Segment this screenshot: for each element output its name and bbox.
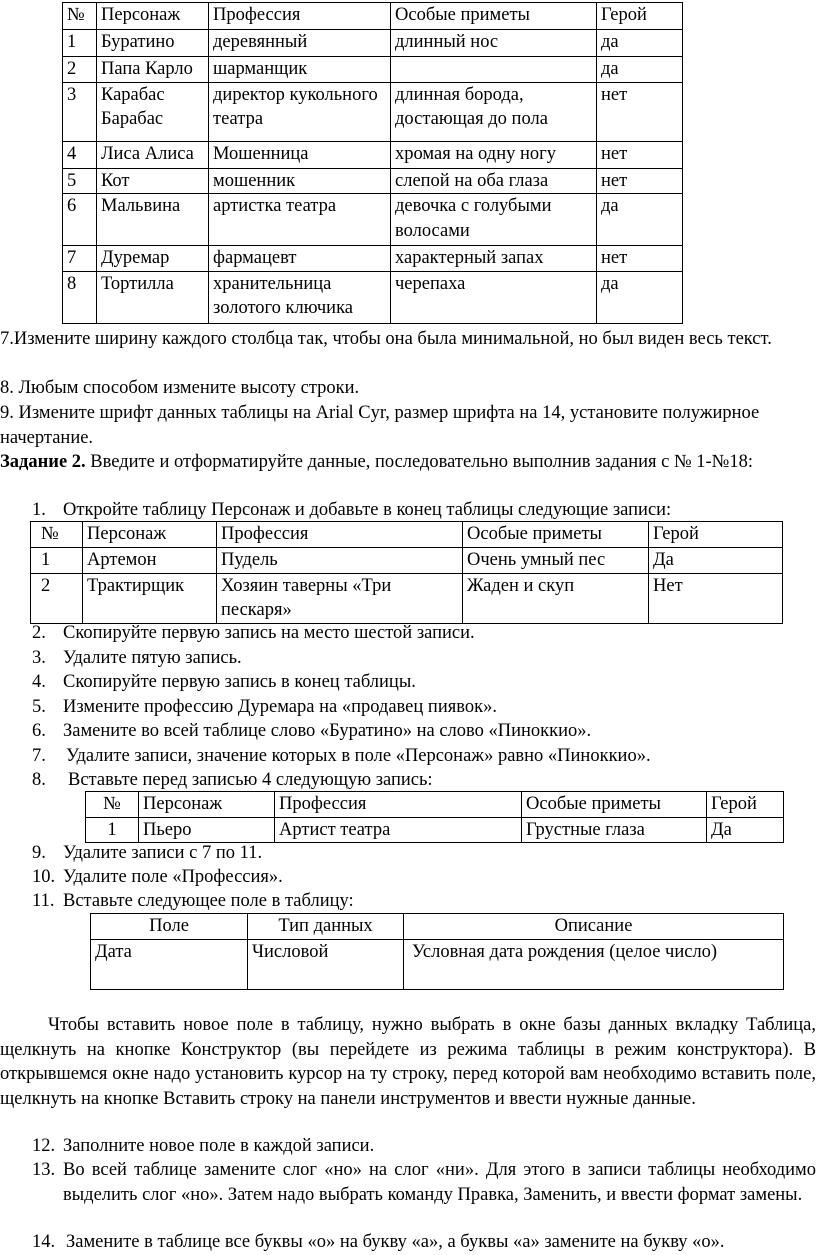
cell: Карабас Барабас — [97, 82, 209, 141]
cell: 4 — [63, 141, 97, 168]
cell: Нет — [649, 573, 783, 623]
table-row — [63, 194, 683, 246]
cell: 5 — [63, 168, 97, 194]
table-row — [63, 82, 683, 141]
task2-text: Введите и отформатируйте данные, последовательно выполнив задания с № 1-№18: — [85, 452, 753, 472]
header-cell: Герой — [649, 522, 783, 548]
step-text: Вставьте перед записью 4 следующую запись: — [68, 770, 433, 790]
cell: 2 — [63, 57, 97, 83]
cell: хранительница золотого ключика — [209, 271, 391, 323]
task-text: 7.Измените ширину каждого столбца так, чтобы она была минимальной, но был виден весь текст. — [0, 329, 772, 349]
cell: мошенник — [209, 168, 391, 194]
cell: Пудель — [217, 548, 463, 574]
cell: Числовой — [248, 939, 404, 989]
cell: да — [597, 271, 683, 323]
cell: 7 — [63, 246, 97, 272]
header-cell: Особые приметы — [522, 792, 707, 818]
task-text: 8. Любым способом измените высоту строки. — [0, 378, 360, 398]
step-number: 7. — [32, 746, 46, 766]
step-number: 10. — [32, 867, 56, 887]
cell: нет — [597, 246, 683, 272]
table-header-row — [31, 522, 783, 548]
cell: длинный нос — [391, 30, 597, 57]
step-text: Скопируйте первую запись в конец таблицы. — [63, 672, 416, 692]
cell: шарманщик — [209, 57, 391, 83]
table-row — [31, 573, 783, 623]
header-cell: Профессия — [275, 792, 522, 818]
cell: длинная борода, достающая до пола — [391, 82, 597, 141]
step-text: Заполните новое поле в каждой записи. — [63, 1136, 375, 1156]
cell: 8 — [63, 271, 97, 323]
cell: девочка с голубыми волосами — [391, 194, 597, 246]
cell: Дата — [91, 939, 248, 989]
table-row — [63, 271, 683, 323]
step-number: 13. — [32, 1160, 56, 1180]
cell: Мошенница — [209, 141, 391, 168]
header-cell: Профессия — [209, 3, 391, 30]
header-cell: Герой — [597, 3, 683, 30]
table-row — [63, 57, 683, 83]
cell: артистка театра — [209, 194, 391, 246]
cell: нет — [597, 168, 683, 194]
header-cell: Особые приметы — [391, 3, 597, 30]
insert-record-table — [85, 791, 784, 843]
step-text: Во всей таблице замените слог «но» на слог «ни». Для этого в записи таблицы необходимо выделить слог «но». Затем надо выбрать команду Правка, Заменить, и ввести формат замены. — [63, 1160, 816, 1205]
header-cell: № — [31, 522, 83, 548]
cell: Да — [707, 817, 784, 843]
cell: хромая на одну ногу — [391, 141, 597, 168]
cell: Мальвина — [97, 194, 209, 246]
step-text: Замените во всей таблице слово «Буратино» на слово «Пиноккио». — [63, 721, 592, 741]
step-text: Удалите записи, значение которых в поле «Персонаж» равно «Пиноккио». — [66, 746, 651, 766]
cell: деревянный — [209, 30, 391, 57]
step-number: 5. — [32, 697, 46, 717]
cell: Тортилла — [97, 271, 209, 323]
table-row — [63, 30, 683, 57]
table-header-row — [86, 792, 784, 818]
cell: Жаден и скуп — [463, 573, 649, 623]
step-text: Откройте таблицу Персонаж и добавьте в конец таблицы следующие записи: — [63, 500, 672, 520]
task-text: 9. Измените шрифт данных таблицы на Arial Cyr, размер шрифта на 14, установите полужирное начертание. — [0, 403, 760, 448]
cell: 6 — [63, 194, 97, 246]
cell: да — [597, 30, 683, 57]
step-text: Удалите пятую запись. — [63, 648, 242, 668]
cell — [391, 57, 597, 83]
header-cell: Профессия — [217, 522, 463, 548]
cell: Трактирщик — [83, 573, 217, 623]
header-cell: Тип данных — [248, 914, 404, 940]
cell: 1 — [86, 817, 139, 843]
cell: Да — [649, 548, 783, 574]
cell: Папа Карло — [97, 57, 209, 83]
table-row — [86, 817, 784, 843]
cell: Дуремар — [97, 246, 209, 272]
header-cell: Персонаж — [97, 3, 209, 30]
header-cell: Особые приметы — [463, 522, 649, 548]
cell: Очень умный пес — [463, 548, 649, 574]
step-number: 14. — [32, 1232, 56, 1252]
cell: Хозяин таверны «Три пескаря» — [217, 573, 463, 623]
step-text: Вставьте следующее поле в таблицу: — [63, 891, 354, 911]
cell: Грустные глаза — [522, 817, 707, 843]
step-number: 11. — [32, 891, 55, 911]
step-number: 6. — [32, 721, 46, 741]
header-cell: № — [63, 3, 97, 30]
table-row — [31, 548, 783, 574]
header-cell: Поле — [91, 914, 248, 940]
table-header-row — [63, 3, 683, 30]
cell: Лиса Алиса — [97, 141, 209, 168]
header-cell: Персонаж — [83, 522, 217, 548]
header-cell: Описание — [404, 914, 784, 940]
step-number: 8. — [32, 770, 46, 790]
cell: Кот — [97, 168, 209, 194]
cell: 2 — [31, 573, 83, 623]
step-text: Замените в таблице все буквы «о» на букву «а», а буквы «а» замените на букву «о». — [66, 1232, 725, 1252]
step-number: 1. — [32, 500, 46, 520]
characters-table — [62, 2, 683, 324]
header-cell: Герой — [707, 792, 784, 818]
task2-label: Задание 2. — [0, 452, 86, 472]
cell: фармацевт — [209, 246, 391, 272]
cell: да — [597, 194, 683, 246]
step-number: 4. — [32, 672, 46, 692]
step-number: 9. — [32, 843, 46, 863]
cell: 1 — [31, 548, 83, 574]
step-number: 12. — [32, 1136, 56, 1156]
table-row — [63, 246, 683, 272]
cell: да — [597, 57, 683, 83]
cell: Буратино — [97, 30, 209, 57]
step-text: Удалите поле «Профессия». — [63, 867, 283, 887]
header-cell: № — [86, 792, 139, 818]
cell: Пьеро — [139, 817, 275, 843]
task2-heading — [0, 450, 816, 475]
new-records-table — [30, 521, 783, 624]
cell: слепой на оба глаза — [391, 168, 597, 194]
step-text: Измените профессию Дуремара на «продавец пиявок». — [63, 697, 497, 717]
table-row — [91, 939, 784, 989]
cell: 3 — [63, 82, 97, 141]
cell: Условная дата рождения (целое число) — [404, 939, 784, 989]
header-cell: Персонаж — [139, 792, 275, 818]
cell: Артист театра — [275, 817, 522, 843]
step-text: Скопируйте первую запись на место шестой записи. — [63, 623, 475, 643]
step-number: 3. — [32, 648, 46, 668]
field-table — [90, 913, 784, 990]
cell: Артемон — [83, 548, 217, 574]
table-row — [63, 168, 683, 194]
cell: 1 — [63, 30, 97, 57]
cell: черепаха — [391, 271, 597, 323]
step-number: 2. — [32, 623, 46, 643]
instruction-paragraph: Чтобы вставить новое поле в таблицу, нужно выбрать в окне базы данных вкладку Таблица, щелкнуть на кнопке Конструктор (вы перейдете из режима таблицы в режим конструктора). В открывшемся окне надо установить курсор на ту строку, перед которой вам необходимо вставить поле, щелкнуть на кнопке Вставить строку на панели инструментов и ввести нужные данные. — [0, 1015, 816, 1109]
table-header-row — [91, 914, 784, 940]
table-row — [63, 141, 683, 168]
step-text: Удалите записи с 7 по 11. — [63, 843, 263, 863]
cell: характерный запах — [391, 246, 597, 272]
cell: директор кукольного театра — [209, 82, 391, 141]
cell: нет — [597, 82, 683, 141]
cell: нет — [597, 141, 683, 168]
